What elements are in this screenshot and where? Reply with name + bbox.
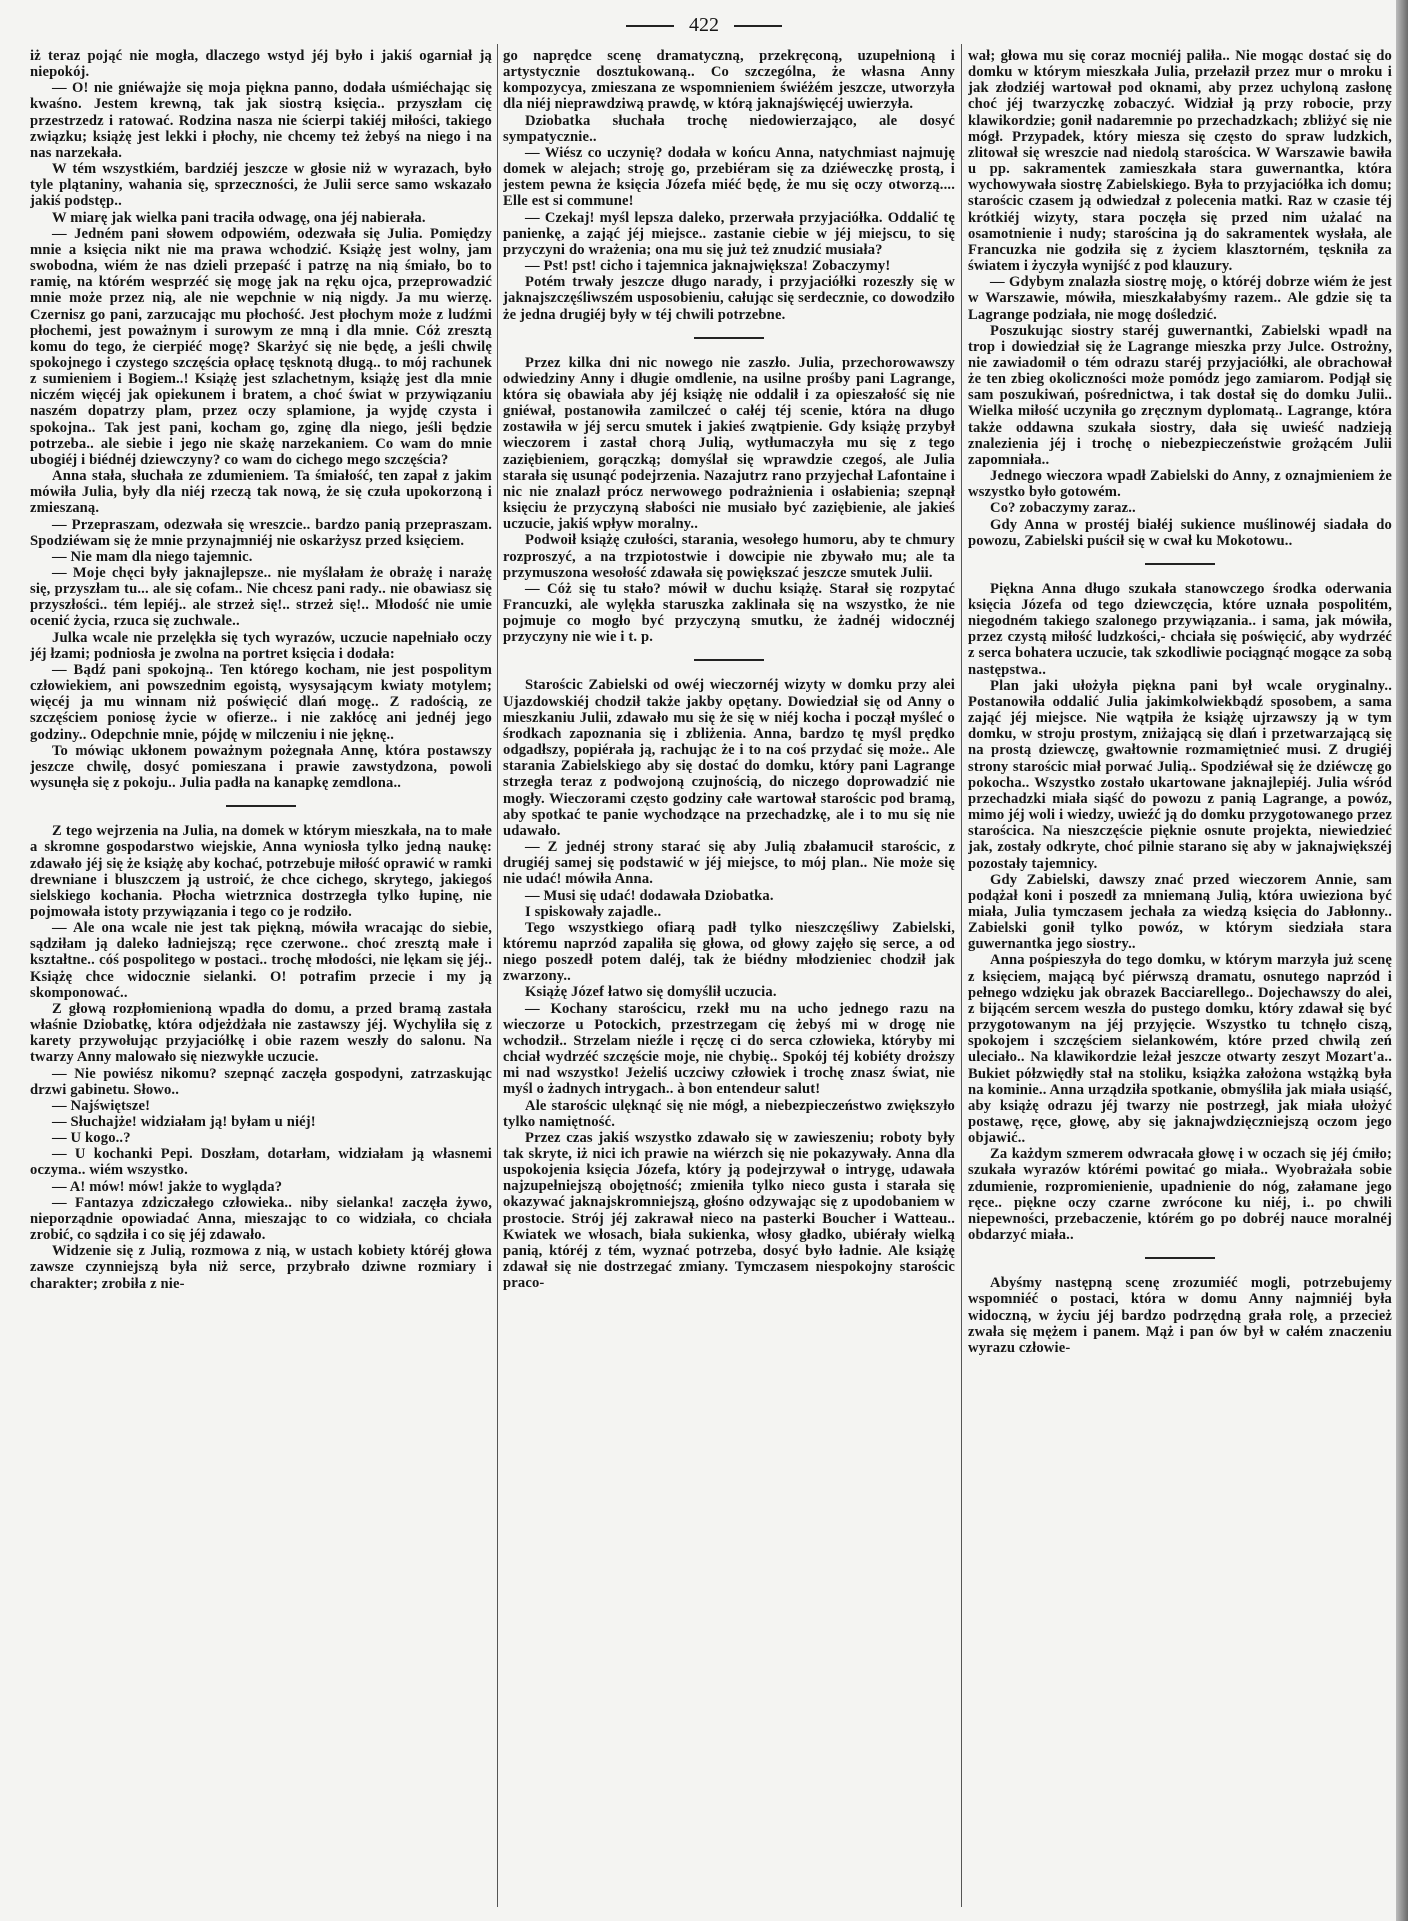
paragraph: — Słuchajże! widziałam ją! byłam u niéj! xyxy=(52,1114,316,1130)
paragraph: Książę Józef łatwo się domyślił uczucia. xyxy=(525,984,777,1001)
paragraph: — U kogo..? xyxy=(52,1130,131,1147)
paragraph: Z tego wejrzenia na Julia, na domek w którym mieszkała, na to małe a skromne gospodarstwo wiejskie, Anna wyniosła tylko jedną naukę: zdawało jéj się że książę aby kochać, potrzebuje miłość oprawić w ramki drewniane i bluszczem ją ustroić, że chce cichego, skrytego, jakiegoś sielskiego kochania. Płocha wietrznica dostrzegła tylko łupinę, nie pojmowała istoty przywiązania i tego co je rodziło. xyxy=(30,823,492,920)
paragraph: Podwoił książę czułości, starania, wesołego humoru, aby te chmury rozproszyć, a na trzpiotostwie i dowcipie nie zbywało mu; ale ta przymuszona wesołość zdawała się powiększać jeszcze smutek Julii. xyxy=(503,532,955,581)
paragraph: Co? zobaczymy zaraz.. xyxy=(990,500,1136,517)
paragraph: Anna stała, słuchała ze zdumieniem. Ta śmiałość, ten zapał z jakim mówiła Julia, były dla niéj rzeczą tak nową, że się czuła upokorzoną i zmieszaną. xyxy=(30,468,492,517)
paragraph: Starościc Zabielski od owéj wieczornéj wizyty w domku przy alei Ujazdowskiéj chodził także jakby opętany. Dowiedział się od Anny o mieszkaniu Julii, zdawało mu się że się w niéj kocha i począł myśleć o środkach zapoznania się i zbliżenia. Anna, bardzo tę myśl prędko odgadłszy, popiérała ją, rachując że i to na coś przydać się może.. Ale starania Zabielskiego aby się dostać do domku, który pani Lagrange strzegła teraz z podwojoną czujnością, do niczego doprowadzić nie mogły. Wieczorami często godziny całe wartował starościc pod bramą, aby spotkać te panie wychodzące na przechadzkę, ale i to mu się nie udawało. xyxy=(503,677,955,839)
paragraph: — Czekaj! myśl lepsza daleko, przerwała przyjaciółka. Oddalić tę panienkę, a zająć jéj miejsce.. zastanie ciebie w jéj miejscu, to się przyczyni do wrażenia; ona mu się już też znudzić musiała? xyxy=(503,209,955,258)
paragraph: Gdy Zabielski, dawszy znać przed wieczorem Annie, sam podążał koni i poszedł za mniemaną Julią, która uwieziona być miała, Julia tymczasem jechała za wiedzą księcia do Jabłonny.. Zabielski gonił tylko powóz, w którym siedziała stara guwernantka jego siostry.. xyxy=(968,871,1392,953)
paragraph: — Kochany starościcu, rzekł mu na ucho jednego razu na wieczorze u Potockich, przestrzegam cię żebyś mi w drogę nie wchodził.. Strzelam nieźle i ręczę ci do serca człowieka, któryby mi chciał wydrzéć szczęście moje, nie chybię.. Spokój téj kobiéty droższy mi nad wszystko! Jeżeliś uczciwy człowiek i trochę znasz świat, nie myśl o żadnych intrygach.. à bon entendeur salut! xyxy=(503,1000,955,1098)
paragraph: — Z jednéj strony starać się aby Julią zbałamucił starościc, z drugiéj samej się podstawić w jéj miejsce, to mój plan.. Nie może się nie udać! mówiła Anna. xyxy=(503,839,955,888)
paragraph: Z głową rozpłomienioną wpadła do domu, a przed bramą zastała właśnie Dziobatkę, która odjeżdżała nie zastawszy jéj. Wychyliła się z karety przywołując przyjaciółkę i obie razem weszły do salonu. Na twarzy Anny malowało się niezwykłe uczucie. xyxy=(30,1000,492,1066)
section-divider xyxy=(226,805,296,807)
section-divider xyxy=(694,659,764,661)
paragraph: Ale starościc ulęknąć się nie mógł, a niebezpieczeństwo zwiększyło tylko namiętność. xyxy=(503,1097,955,1130)
paragraph: — O! nie gniéwajże się moja piękna panno, dodała uśmiéchając się kwaśno. Jestem krewną, tak jak siostrą księcia.. przyszłam cię przestrzedz i ratować. Rodzina nasza nie ścierpi takiéj miłości, takiego związku; książę jest lekki i płochy, nie chcemy też żebyś na niego i na nas narzekała. xyxy=(30,80,492,161)
paragraph: Tego wszystkiego ofiarą padł tylko nieszczęśliwy Zabielski, któremu naprzód zapaliła się głowa, od głowy zajęło się serce, a od niego poszedł potem daléj, tak że biédny młodzieniec chodził jak zwarzony.. xyxy=(503,919,955,985)
section-divider xyxy=(694,337,764,339)
paragraph: Gdy Anna w prostéj białéj sukience muślinowéj siadała do powozu, Zabielski puścił się w cwał ku Mokotowu.. xyxy=(968,516,1392,549)
paragraph: — Najświętsze! xyxy=(52,1097,151,1114)
paragraph: — Cóż się tu stało? mówił w duchu książę. Starał się rozpytać Francuzki, ale wylękła staruszka zaklinała się na wszystko, że nie pojmuje co mogło być przyczyną smutku, że żadnéj widocznéj przyczyny nie wie i t. p. xyxy=(503,580,955,646)
paragraph: iż teraz pojąć nie mogła, dlaczego wstyd jéj było i jakiś ogarniał ją niepokój. xyxy=(30,48,492,81)
header-rule-left xyxy=(626,25,674,27)
paragraph: Anna pośpieszyła do tego domku, w którym marzyła już scenę z księciem, mającą być piérwszą dramatu, osnutego naprzód i pełnego wdzięku jak obrazek Bacciarellego.. Dojechawszy do alei, z bijącém sercem weszła do pustego domku, który zdawał się być przygotowanym na jéj przyjęcie. Wszystko tu tchnęło ciszą, spokojem i szczęściem sielankowém, które przed chwilą zeń uleciało.. Na klawikordzie leżał jeszcze otwarty zeszyt Mozart'a.. Bukiet półzwiędły stał na stoliku, książka założona wstążką była na kominie.. Anna urządziła spotkanie, obmyśliła jak miała usiąść, aby książę odrazu jéj twarzy nie postrzegł, jak miała ułożyć postawę, ręce, głowę, aby się jaknajwdzięczniejszą oczom jego objawić.. xyxy=(968,952,1392,1147)
paragraph: I spiskowały zajadle.. xyxy=(525,903,662,920)
adjacent-page-edge xyxy=(1396,0,1408,1921)
paragraph: Piękna Anna długo szukała stanowczego środka oderwania księcia Józefa od tego dziewczęcia, które uznała pospolitém, niegodném takiego szalonego przywiązania.. i sama, jak mówiła, przez czystą miłość ludzkości,- chciała się poświęcić, aby wydrzéć z serca bohatera uczucie, tak szkodliwie pociągnąć mogące za sobą następstwa.. xyxy=(968,580,1392,678)
page-number: 422 xyxy=(689,14,719,36)
paragraph: To mówiąc ukłonem poważnym pożegnała Annę, która postawszy jeszcze chwilę, dosyć pomieszana i prawie zawstydzona, powoli wysunęła się z pokoju.. Julia padła na kanapkę zemdlona.. xyxy=(30,742,492,792)
paragraph: — Pst! pst! cicho i tajemnica jaknajwiększa! Zobaczymy! xyxy=(525,258,891,275)
column-rule xyxy=(961,44,962,1907)
paragraph: Julka wcale nie przelękła się tych wyrazów, uczucie napełniało oczy jéj łzami; podniosła je zwolna na portret księcia i dodała: xyxy=(30,629,492,662)
paragraph: — Musi się udać! dodawała Dziobatka. xyxy=(525,887,774,904)
column-rule xyxy=(497,44,498,1907)
paragraph: — Jedném pani słowem odpowiém, odezwała się Julia. Pomiędzy mnie a księcia nikt nie ma prawa wchodzić. Książę jest wolny, jam swobodna, wiém że nas dzieli przepaść i patrzę na nią śmiało, bo to ramię, na którém wesprzéć się mogę jak na ręku ojca, przeprowadzić mnie może przez nią, ale nie wepchnie w nią nigdy. Ja mu wierzę. Czernisz go pani, zarzucając mu płochość. Jest płochym może z ludźmi płochemi, jest poważnym i surowym ze mną i dla mnie. Cóż zresztą komu do tego, że cierpiéć mogę? Skarżyć się nie będę, a jeśli chwilę spokojnego i czystego szczęścia opłacę tęsknotą długą.. to mój rachunek z sumieniem i Bogiem..! Książę jest szlachetnym, książę jest dla mnie niczém więcéj jak opiekunem i bratem, a choć świat w przywiązaniu naszém dopatrzy plam, przez oczy splamione, ja wyjdę czysta i spokojna.. Tak jest pani, kocham go, zginę dla niego, jeśli będzie potrzeba.. ale siebie i jego nie skażę narzekaniem. Co wam do mnie ubogiéj i biédnéj dziewczyny? co wam do cichego mego szczęścia? xyxy=(30,225,492,468)
paragraph: wał; głowa mu się coraz mocniéj paliła.. Nie mogąc dostać się do domku w którym mieszkała Julia, przełaził przez mur o mroku i jak złodziéj wartował pod oknami, aby przez uchyloną zasłonę choć jéj twarzyczkę zobaczyć. Widział ją przy robocie, przy klawikordzie; gonił nadaremnie po przechadzkach; zbliżyć się nie mógł. Przypadek, który miesza się często do spraw ludzkich, zlitował się wreszcie nad niedolą starościca. W Warszawie bawiła u pp. sakramentek zamieszkała stara guwernantka, która wychowywała siostrę Zabielskiego. Była to przyjaciółka ich domu; starościc czasem ją odwiedzał z polecenia matki. Raz w czasie téj krótkiéj wizyty, stara poczęła się przed nim użalać na osamotnienie i nudy; starościna ją do sakramentek wysłała, ale Francuzka nie godziła się z życiem klasztorném, tęskniła za światem i życzyła wynijść z pod klauzury. xyxy=(968,48,1392,275)
paragraph: W miarę jak wielka pani traciła odwagę, ona jéj nabierała. xyxy=(52,209,426,226)
paragraph: Jednego wieczora wpadł Zabielski do Anny, z oznajmieniem że wszystko było gotowém. xyxy=(968,468,1392,501)
paragraph: Potém trwały jeszcze długo narady, i przyjaciółki rozeszły się w jaknajszczęśliwszém usposobieniu, całując się serdecznie, co dowodziło że jedna drugiéj były w téj chwili potrzebne. xyxy=(503,274,955,323)
text-column-1 xyxy=(30,48,492,1910)
paragraph: — Nie powiész nikomu? szepnąć zaczęła gospodyni, zatrzaskując drzwi gabinetu. Słowo.. xyxy=(30,1065,492,1098)
paragraph: Widzenie się z Julią, rozmowa z nią, w ustach kobiety któréj głowa zawsze czynniejszą była niż serce, przybrało dziwne rozmiary i charakter; zrobiła z nie- xyxy=(30,1243,492,1292)
paragraph: — Fantazya zdziczałego człowieka.. niby sielanka! zaczęła żywo, nieporządnie opowiadać Anna, mieszając to co widziała, co chciała zrobić, co sądziła i co się jéj zdawało. xyxy=(30,1194,492,1244)
paragraph: Przez kilka dni nic nowego nie zaszło. Julia, przechorowawszy odwiedziny Anny i długie omdlenie, na usilne prośby pani Lagrange, która się obawiała aby jéj książę nie oddalił i za opieszałość się nie gniéwał, postanowiła zamilczeć o całéj téj scenie, która na długo zostawiła w jéj sercu smutek i jakieś zwątpienie. Gdy książę przybył wieczorem i zastał chorą Julią, wytłumaczyła mu się z tego zaziębieniem, gorączką; domyślał się wprawdzie czegoś, ale Julia starała się usunąć podejrzenia. Nazajutrz rano przyjechał Lafontaine i nic nie znalazł prócz nerwowego podrażnienia i osłabienia; szepnął księciu że przyczyną słabości nie musiało być zaziębienie, ale jakieś uczucie, jakiś wpływ moralny.. xyxy=(503,354,955,533)
paragraph: Abyśmy następną scenę zrozumiéć mogli, potrzebujemy wspomniéć o postaci, która w domu Anny najmniéj była widoczną, w życiu jéj bardzo podrzędną grała rolę, a przecież zwała się mężem i panem. Mąż i pan ów był w całém znaczeniu wyrazu człowie- xyxy=(968,1275,1392,1356)
paragraph: Plan jaki ułożyła piękna pani był wcale oryginalny.. Postanowiła oddalić Julia jakimkolwiekbądź sposobem, a sama zająć jéj miejsce. Nie wątpiła że książę ujrzawszy ją w tym domku, w stroju prostym, zniżającą się dlań i przetwarzającą się na prostą dziewczę, gwałtownie rozmamiętnieć musi. Z drugiéj strony starościc miał porwać Julią.. Spodziéwał się że dziéwczę go pokocha.. Wszystko zostało ukartowane jaknajlepiéj. Julia wśród przechadzki miała siąść do powozu z panią Lagrange, a powóz, mimo jéj woli i wiedzy, uwieźć ją do domku przygotowanego przez starościca. Na nieszczęście pięknie osnute projekta, niewiedzieć jak, zostały odkryte, choć pilnie starano się aby w jaknajwiększéj pozostały tajemnicy. xyxy=(968,677,1392,872)
paragraph: — Gdybym znalazła siostrę moję, o któréj dobrze wiém że jest w Warszawie, mówiła, mieszkałabyśmy razem.. Ale gdzie się ta Lagrange podziała, nie mogę dośledzić. xyxy=(968,274,1392,323)
paragraph: — A! mów! mów! jakże to wygląda? xyxy=(52,1178,283,1195)
header-rule-right xyxy=(734,25,782,27)
paragraph: W tém wszystkiém, bardziéj jeszcze w głosie niż w wyrazach, było tyle plątaniny, wahania się, sprzeczności, że Julii serce samo wskazało jakiś podstęp.. xyxy=(30,161,492,210)
paragraph: Dziobatka słuchała trochę niedowierzająco, ale dosyć sympatycznie.. xyxy=(503,112,955,145)
section-divider xyxy=(1145,1257,1215,1259)
paragraph: — Wiész co uczynię? dodała w końcu Anna, natychmiast najmuję domek w alejach; stroję go, przebiéram się za dziéweczkę prostą, i jestem pewna że księcia Józefa miéć będę, że mu się oczy otworzą.... Elle est si commune! xyxy=(503,144,955,210)
paragraph: — Przepraszam, odezwała się wreszcie.. bardzo panią przepraszam. Spodziéwam się że mnie przynajmniéj nie oskarżysz przed księciem. xyxy=(30,516,492,549)
paragraph: Poszukując siostry staréj guwernantki, Zabielski wpadł na trop i dowiedział się że Lagrange mieszka przy Julce. Ostrożny, nie zawiadomił o tém odrazu staréj przyjaciółki, ale obrachował że ten zbieg okoliczności może pomódz jego zamiarom. Podjął się sam poszukiwań, pośrednictwa, i tak dostał się do domku Julii.. Wielka miłość uczyniła go zręcznym dyplomatą.. Lagrange, która także oddawna szukała siostry, dała się uwieść nadzieją znalezienia jéj i trochę o niebezpieczeństwie grożącém Julii zapomniała.. xyxy=(968,322,1392,468)
paragraph: — Nie mam dla niego tajemnic. xyxy=(52,548,253,565)
text-column-2 xyxy=(503,48,955,1910)
text-column-3 xyxy=(968,48,1392,1910)
paragraph: go naprędce scenę dramatyczną, przekręconą, uzupełnioną i artystycznie dosztukowaną.. Co szczególna, że własna Anny kompozycya, zmieszana ze wspomnieniem świéżém jeszcze, utworzyła dla niéj nieprawdziwą prawdę, w którą jaknajświęcéj uwierzyła. xyxy=(503,48,955,113)
page-header xyxy=(0,14,1408,37)
paragraph: — Ale ona wcale nie jest tak piękną, mówiła wracając do siebie, sądziłam ją daleko ładniejszą; ręce czerwone.. choć zresztą małe i kształtne.. cóś pospolitego w postaci.. trochę młodości, nie lękam się jéj.. Książę chce widocznie sielanki. O! potrafim przecie i my ją skomponować.. xyxy=(30,920,492,1001)
paragraph: — Moje chęci były jaknajlepsze.. nie myślałam że obrażę i narażę się, przyszłam tu... ale się cofam.. Nie chcesz pani rady.. nie obawiasz się przyszłości.. tém lepiéj.. ale strzeż się!.. strzeż się!.. Młodość nie umie ocenić życia, rzuca się zuchwale.. xyxy=(30,565,492,630)
paragraph: Przez czas jakiś wszystko zdawało się w zawieszeniu; roboty były tak skryte, iż nici ich prawie na wiérzch się nie pokazywały. Anna dla uspokojenia księcia Józefa, który ją podejrzywał o intrygę, udawała najzupełniejszą obojętność; zmieniła tylko nieco gusta i starała się okazywać jaknajskromniejszą, głośno odzywając się z upodobaniem w prostocie. Strój jéj zakrawał nieco na pasterki Boucher i Watteau.. Kwiatek we włosach, biała sukienka, włosy gładko, ubiérały wielką panią, któréj z tém, wyznać potrzeba, dosyć było ładnie. Ale książę zdawał się nie dostrzegać zmiany. Tymczasem niespokojny starościc praco- xyxy=(503,1129,955,1292)
paragraph: — U kochanki Pepi. Doszłam, dotarłam, widziałam ją własnemi oczyma.. wiém wszystko. xyxy=(30,1146,492,1179)
paragraph: Za każdym szmerem odwracała głowę i w oczach się jéj ćmiło; szukała wyrazów którémi powitać go miała.. Wyobrażała sobie zdumienie, rozpromienienie, upadnienie do nóg, załamane jego ręce.. piękne oczy czarne zwrócone ku niéj, i.. po chwili niepewności, przebaczenie, którém go po dobréj nauce moralnéj obdarzyć miała.. xyxy=(968,1146,1392,1244)
section-divider xyxy=(1145,563,1215,565)
paragraph: — Bądź pani spokojną.. Ten którego kocham, nie jest pospolitym człowiekiem, ani powszednim egoistą, wysysającym kwiaty motylem; więcéj ja mu winnam niż poświęcić dlań mogę.. Z radością, ze szczęściem poniosę życie w ofierze.. i nie zakłócę ani jednéj jego godziny.. Odepchnie mnie, pójdę w milczeniu i nie jęknę.. xyxy=(30,661,492,743)
